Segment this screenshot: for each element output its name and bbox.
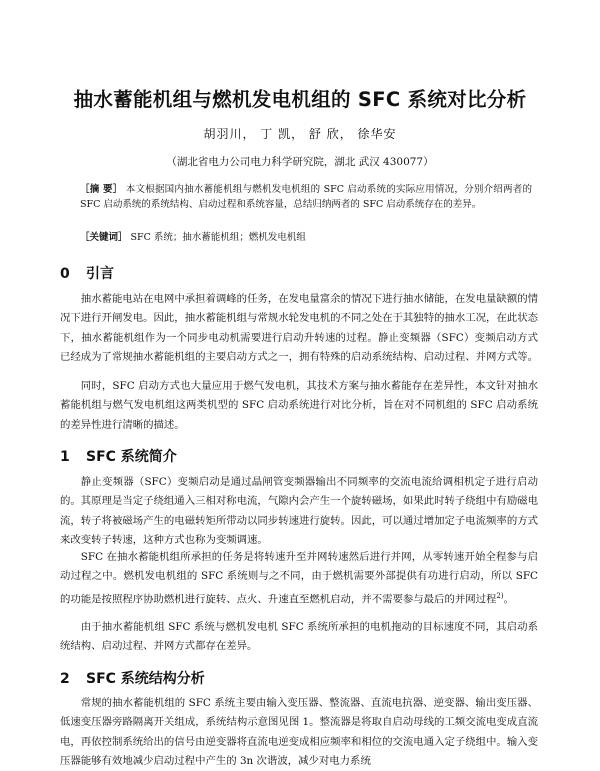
section-title: SFC 系统简介: [86, 449, 177, 465]
author-list: 胡羽川， 丁 凯， 舒 欣， 徐华安: [203, 127, 397, 141]
paragraph: 抽水蓄能电站在电网中承担着调峰的任务，在发电量富余的情况下进行抽水储能，在发电量缺额的情况下进行开闸发电。因此，抽水蓄能机组与常规水轮发电机的不同之处在于其独特的抽水工况，在此状态下，抽水蓄能机组作为一个同步电动机需要进行启动升转速的过程。静止变频器（SFC）变频启动方式已经成为了常规抽水蓄能机组的主要启动方式之一，拥有特殊的启动系统结构、启动过程、并网方式等。: [60, 293, 538, 363]
section-number: 1: [60, 449, 70, 465]
affiliation: （湖北省电力公司电力科学研究院，湖北 武汉 430077）: [166, 156, 434, 168]
paragraph: 常规的抽水蓄能机组的 SFC 系统主要由输入变压器、整流器、直流电抗器、逆变器、输出变压器、低速变压器旁路隔离开关组成，系统结构示意图见图 1。整流器是将取自启动母线的工频交流电变成直流电，再依控制系统给出的信号由逆变器将直流电逆变成相应频率和相位的交流电通入定子绕组中。输入变压器能够有效地减少启动过程中产生的 3n 次谐波，减少对电力系统: [60, 697, 538, 767]
paragraph: [60, 548, 538, 609]
reference-mark: 2): [496, 591, 504, 600]
paragraph-text: SFC 在抽水蓄能机组所承担的任务是将转速升至并网转速然后进行并网，从零转速开始全程参与启动过程之中。燃机发电机组的 SFC 系统则与之不同，由于燃机需要外部提供有功进行启动，所以 SFC 的功能是按照程序协助燃机进行旋转、点火、升速直至燃机启动，并不需要参与最后的并网过程: [60, 551, 538, 606]
section-number: 0: [60, 266, 70, 282]
section-number: 2: [60, 671, 70, 687]
paragraph: 同时，SFC 启动方式也大量应用于燃气发电机，其技术方案与抽水蓄能存在差异性，本文针对抽水蓄能机组与燃气发电机组这两类机型的 SFC 启动系统进行对比分析，旨在对不同机组的 SFC 启动系统的差异性进行清晰的描述。: [60, 380, 538, 431]
section-title: SFC 系统结构分析: [86, 671, 205, 687]
paper-title: 抽水蓄能机组与燃机发电机组的 SFC 系统对比分析: [73, 88, 527, 111]
paragraph-end: 。: [503, 593, 514, 606]
section-heading-1: [60, 446, 177, 466]
paragraph: 由于抽水蓄能机组 SFC 系统与燃机发电机 SFC 系统所承担的电机拖动的目标速度不同，其启动系统结构、启动过程、并网方式都存在差异。: [60, 621, 538, 653]
abstract-label: ［摘 要］: [80, 184, 123, 195]
section-title: 引言: [86, 266, 114, 282]
section-heading-0: [60, 263, 114, 283]
paragraph: 静止变频器（SFC）变频启动是通过晶闸管变频器输出不同频率的交流电流给调相机定子进行启动的。其原理是当定子绕组通入三相对称电流，气隙内会产生一个旋转磁场，如果此时转子绕组中有励磁电流，转子将被磁场产生的电磁转矩所带动以同步转速进行旋转。因此，可以通过增加定子电流频率的方式来改变转子转速，这种方式也称为变频调速。: [60, 476, 538, 546]
keywords-label: ［关键词］: [80, 232, 128, 243]
section-heading-2: [60, 668, 205, 688]
abstract-text: 本文根据国内抽水蓄能机组与燃机发电机组的 SFC 启动系统的实际应用情况，分别介绍两者的 SFC 启动系统的系统结构、启动过程和系统容量，总结归纳两者的 SFC 启动系统存在的差异。: [80, 184, 532, 210]
keywords-block: [80, 230, 532, 245]
keywords-text: SFC 系统；抽水蓄能机组；燃机发电机组: [130, 232, 306, 243]
abstract-block: [80, 182, 532, 212]
